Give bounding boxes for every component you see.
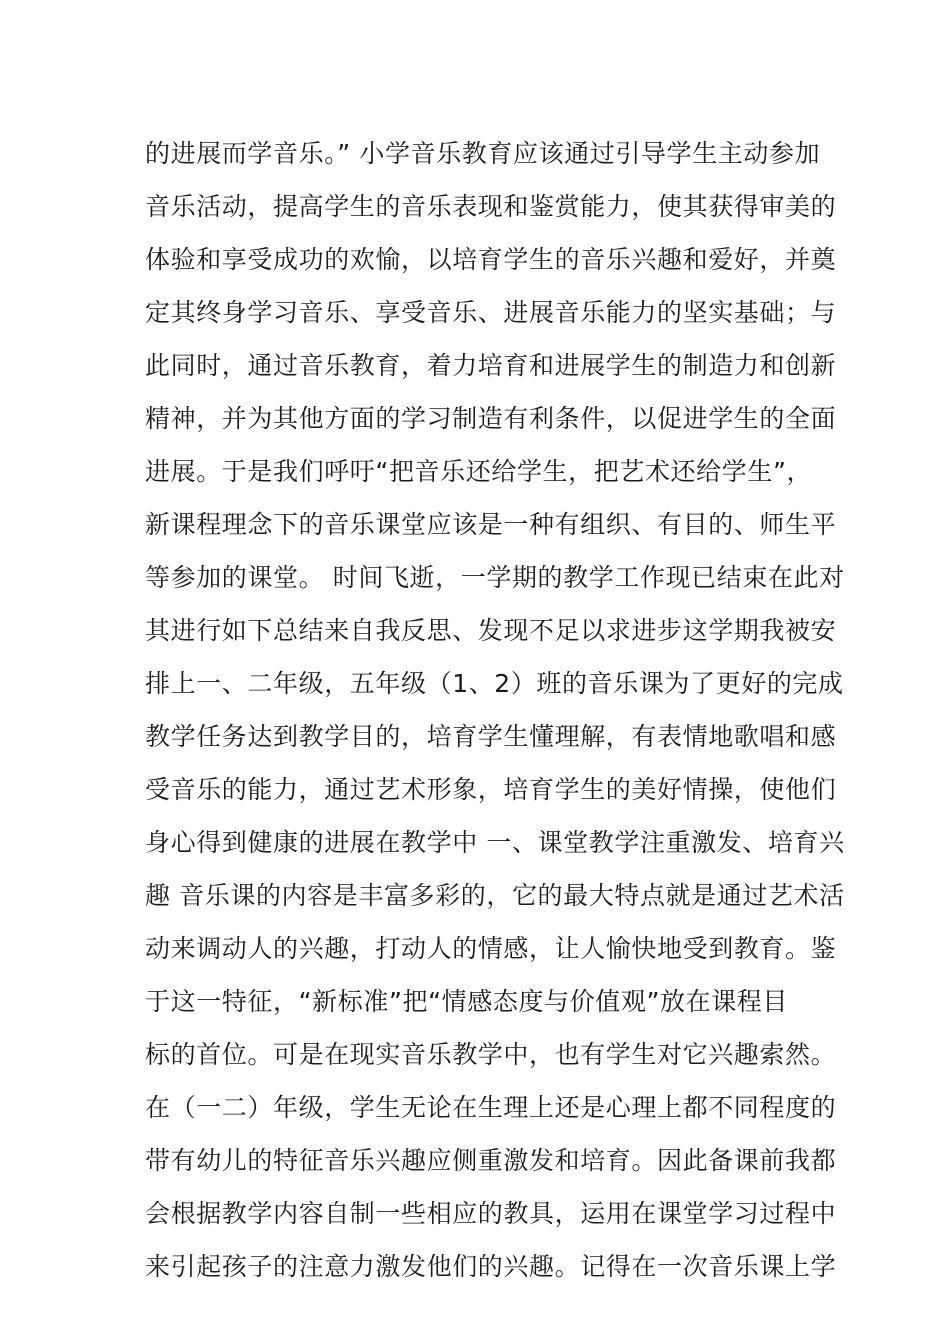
text-line: 教学任务达到教学目的，培育学生懂理解，有表情地歌唱和感 — [145, 722, 837, 751]
text-line: 趣 音乐课的内容是丰富多彩的，它的最大特点就是通过艺术活 — [145, 881, 845, 910]
body-text — [145, 127, 845, 1293]
text-line: 受音乐的能力，通过艺术形象，培育学生的美好情操，使他们 — [145, 775, 837, 804]
text-line: 来引起孩子的注意力激发他们的兴趣。记得在一次音乐课上学 — [145, 1252, 837, 1281]
text-line: 此同时，通过音乐教育，着力培育和进展学生的制造力和创新 — [145, 351, 837, 380]
text-line: 于这一特征，“新标准”把“情感态度与价值观”放在课程目 — [145, 987, 789, 1016]
text-line: 进展。于是我们呼吁“把音乐还给学生，把艺术还给学生”， — [145, 457, 813, 486]
text-line: 排上一、二年级，五年级（1、2）班的音乐课为了更好的完成 — [145, 669, 844, 698]
text-line: 标的首位。可是在现实音乐教学中，也有学生对它兴趣索然。 — [145, 1040, 837, 1069]
text-line: 新课程理念下的音乐课堂应该是一种有组织、有目的、师生平 — [145, 510, 837, 539]
text-line: 带有幼儿的特征音乐兴趣应侧重激发和培育。因此备课前我都 — [145, 1146, 837, 1175]
text-line: 会根据教学内容自制一些相应的教具，运用在课堂学习过程中 — [145, 1199, 837, 1228]
text-line: 精神，并为其他方面的学习制造有利条件，以促进学生的全面 — [145, 404, 837, 433]
text-line: 音乐活动，提高学生的音乐表现和鉴赏能力，使其获得审美的 — [145, 192, 837, 221]
text-line: 在（一二）年级，学生无论在生理上还是心理上都不同程度的 — [145, 1093, 837, 1122]
text-line: 的进展而学音乐。” 小学音乐教育应该通过引导学生主动参加 — [145, 139, 821, 168]
text-line: 定其终身学习音乐、享受音乐、进展音乐能力的坚实基础；与 — [145, 298, 837, 327]
text-line: 等参加的课堂。 时间飞逝，一学期的教学工作现已结束在此对 — [145, 563, 845, 592]
text-line: 身心得到健康的进展在教学中 一、课堂教学注重激发、培育兴 — [145, 828, 845, 857]
text-line: 动来调动人的兴趣，打动人的情感，让人愉快地受到教育。鉴 — [145, 934, 837, 963]
text-line: 其进行如下总结来自我反思、发现不足以求进步这学期我被安 — [145, 616, 837, 645]
text-line: 体验和享受成功的欢愉，以培育学生的音乐兴趣和爱好，并奠 — [145, 245, 837, 274]
